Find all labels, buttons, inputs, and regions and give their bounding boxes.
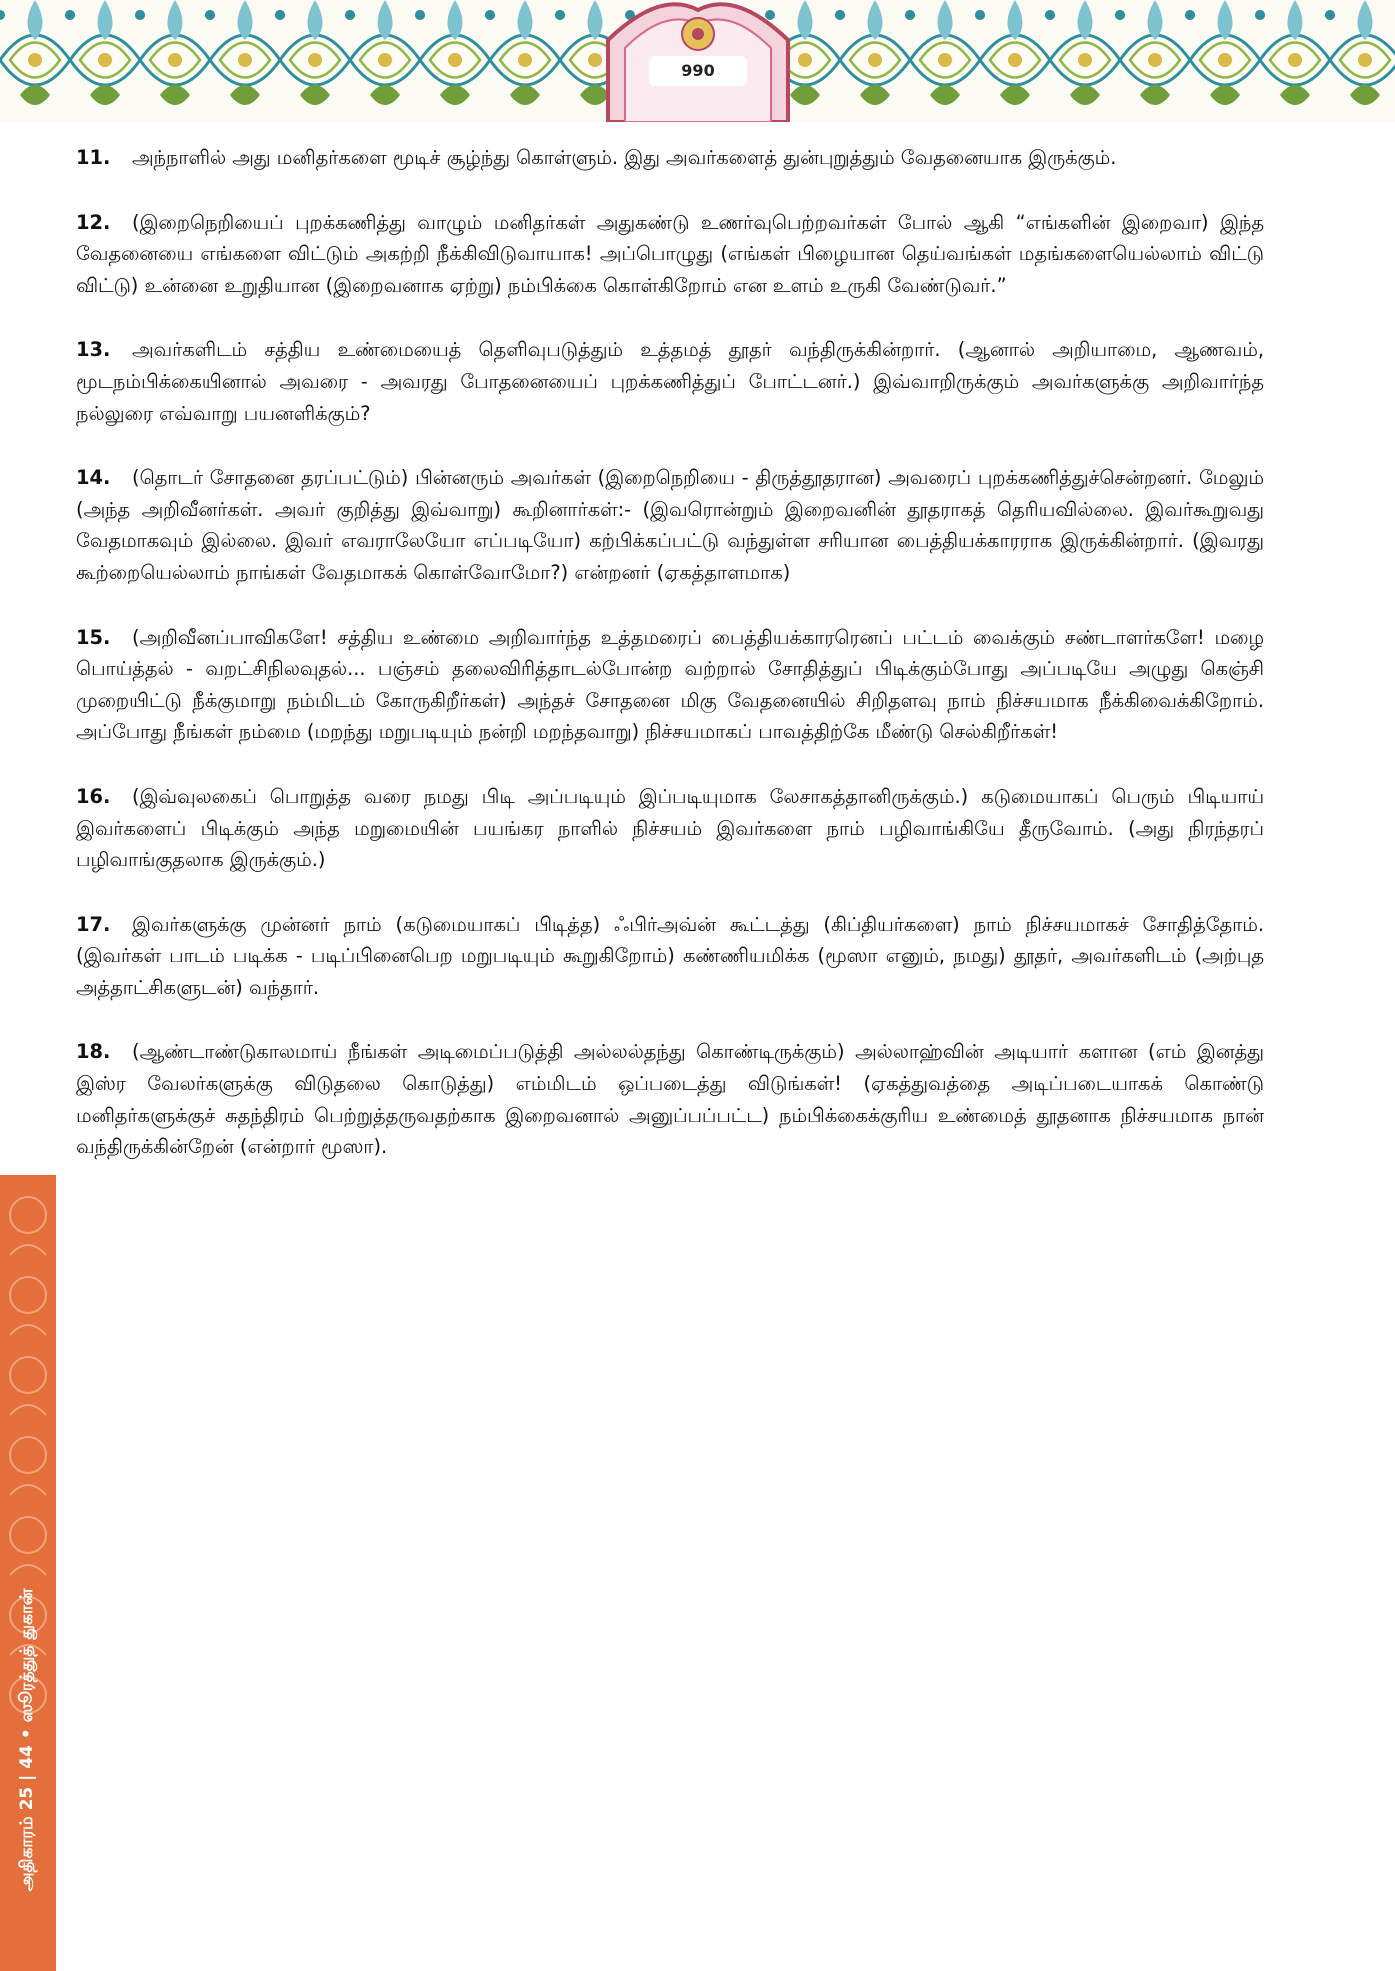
verse-number: 13. (76, 338, 111, 362)
verse-text: (இவ்வுலகைப் பொறுத்த வரை நமது பிடி அப்படியும் இப்படியுமாக லேசாகத்தானிருக்கும்.) கடுமையாகப் பெரும் பிடியாய் இவர்களைப் பிடிக்கும் அந்த மறுமையின் பயங்கர நாளில் நிச்சயம் இவர்களை நாம் பழிவாங்கியே தீருவோம். (அது நிரந்தரப் பழிவாங்குதலாக இருக்கும்.) (76, 784, 1264, 872)
verse-number: 14. (76, 466, 111, 490)
verse-text: (இறைநெறியைப் புறக்கணித்து வாழும் மனிதர்கள் அதுகண்டு உணர்வுபெற்றவர்கள் போல் ஆகி “எங்களின் இறைவா) இந்த வேதனையை எங்களை விட்டும் அகற்றி நீக்கிவிடுவாயாக! அப்பொழுது (எங்கள் பிழையான தெய்வங்கள் மதங்களையெல்லாம் விட்டு விட்டு) உன்னை உறுதியான (இறைவனாக ஏற்று) நம்பிக்கை கொள்கிறோம் என உளம் உருகி வேண்டுவர்.” (76, 210, 1264, 297)
verse-11 (76, 142, 1264, 174)
verse-12 (76, 207, 1264, 302)
verse-text: (அறிவீனப்பாவிகளே! சத்திய உண்மை அறிவார்ந்த உத்தமரைப் பைத்தியக்காரரெனப் பட்டம் வைக்கும் சண்டாளர்களே! மழை பொய்த்தல் - வறட்சிநிலவுதல்... பஞ்சம் தலைவிரித்தாடல்போன்ற வற்றால் சோதித்துப் பிடிக்கும்போது அப்படியே அழுது கெஞ்சி முறையிட்டு நீக்குமாறு நம்மிடம் கோருகிறீர்கள்) அந்தச் சோதனை மிகு வேதனையில் சிறிதளவு நாம் நிச்சயமாக நீக்கிவைக்கிறோம். அப்போது நீங்கள் நம்மை (மறந்து மறுபடியும் நன்றி மறந்தவாறு) நிச்சயமாகப் பாவத்திற்கே மீண்டு செல்கிறீர்கள்! (76, 625, 1264, 744)
verse-16 (76, 781, 1264, 876)
verse-list (76, 142, 1264, 1196)
verse-number: 11. (76, 146, 111, 169)
page-number: 990 (649, 56, 747, 86)
verse-number: 17. (76, 912, 111, 936)
verse-text: இவர்களுக்கு முன்னர் நாம் (கடுமையாகப் பிடித்த) ஃபிர்அவ்ன் கூட்டத்து (கிப்தியர்களை) நாம் நிச்சயமாகச் சோதித்தோம். (இவர்கள் பாடம் படிக்க - படிப்பினைபெற மறுபடியும் கூறுகிறோம்) கண்ணியமிக்க (மூஸா எனும், நமது) தூதர், அவர்களிடம் (அற்புத அத்தாட்சிகளுடன்) வந்தார். (76, 912, 1264, 999)
verse-number: 15. (76, 625, 111, 649)
verse-text: (தொடர் சோதனை தரப்பட்டும்) பின்னரும் அவர்கள் (இறைநெறியை - திருத்தூதரான) அவரைப் புறக்கணித்துச்சென்றனர். மேலும் (அந்த அறிவீனர்கள். அவர் குறித்து இவ்வாறு) கூறினார்கள்:- (இவரொன்றும் இறைவனின் தூதராகத் தெரியவில்லை. இவர்கூறுவது வேதமாகவும் இல்லை. இவர் எவராலேயோ எப்படியோ) கற்பிக்கப்பட்டு வந்துள்ள சரியான பைத்தியக்காரராக இருக்கின்றார். (இவரது கூற்றையெல்லாம் நாங்கள் வேதமாகக் கொள்வோமோ?) என்றனர் (ஏகத்தாளமாக) (76, 466, 1264, 584)
verse-13 (76, 334, 1264, 429)
verse-text: அவர்களிடம் சத்திய உண்மையைத் தெளிவுபடுத்தும் உத்தமத் தூதர் வந்திருக்கின்றார். (ஆனால் அறியாமை, ஆணவம், மூடநம்பிக்கையினால் அவரை - அவரது போதனையைப் புறக்கணித்துப் போட்டனர்.) இவ்வாறிருக்கும் அவர்களுக்கு அறிவார்ந்த நல்லுரை எவ்வாறு பயனளிக்கும்? (76, 338, 1264, 425)
verse-14 (76, 462, 1264, 588)
verse-number: 16. (76, 784, 111, 808)
verse-18 (76, 1036, 1264, 1162)
verse-number: 12. (76, 210, 111, 234)
verse-text: (ஆண்டாண்டுகாலமாய் நீங்கள் அடிமைப்படுத்தி அல்லல்தந்து கொண்டிருக்கும்) அல்லாஹ்வின் அடியார் களான (எம் இனத்து இஸ்ர வேலர்களுக்கு விடுதலை கொடுத்து) எம்மிடம் ஒப்படைத்து விடுங்கள்! (ஏகத்துவத்தை அடிப்படையாகக் கொண்டு மனிதர்களுக்குச் சுதந்திரம் பெற்றுத்தருவதற்காக இறைவனால் அனுப்பப்பட்ட) நம்பிக்கைக்குரிய உண்மைத் தூதனாக நிச்சயமாக நான் வந்திருக்கின்றேன் (என்றார் மூஸா). (76, 1040, 1264, 1159)
chapter-label: அதிகாரம் 25 | 44 • ஸூரத்துத் துகான் (17, 1588, 37, 1892)
verse-number: 18. (76, 1040, 111, 1064)
verse-15 (76, 622, 1264, 748)
verse-17 (76, 909, 1264, 1004)
verse-text: அந்நாளில் அது மனிதர்களை மூடிச் சூழ்ந்து கொள்ளும். இது அவர்களைத் துன்புறுத்தும் வேதனையாக இருக்கும். (132, 146, 1117, 169)
